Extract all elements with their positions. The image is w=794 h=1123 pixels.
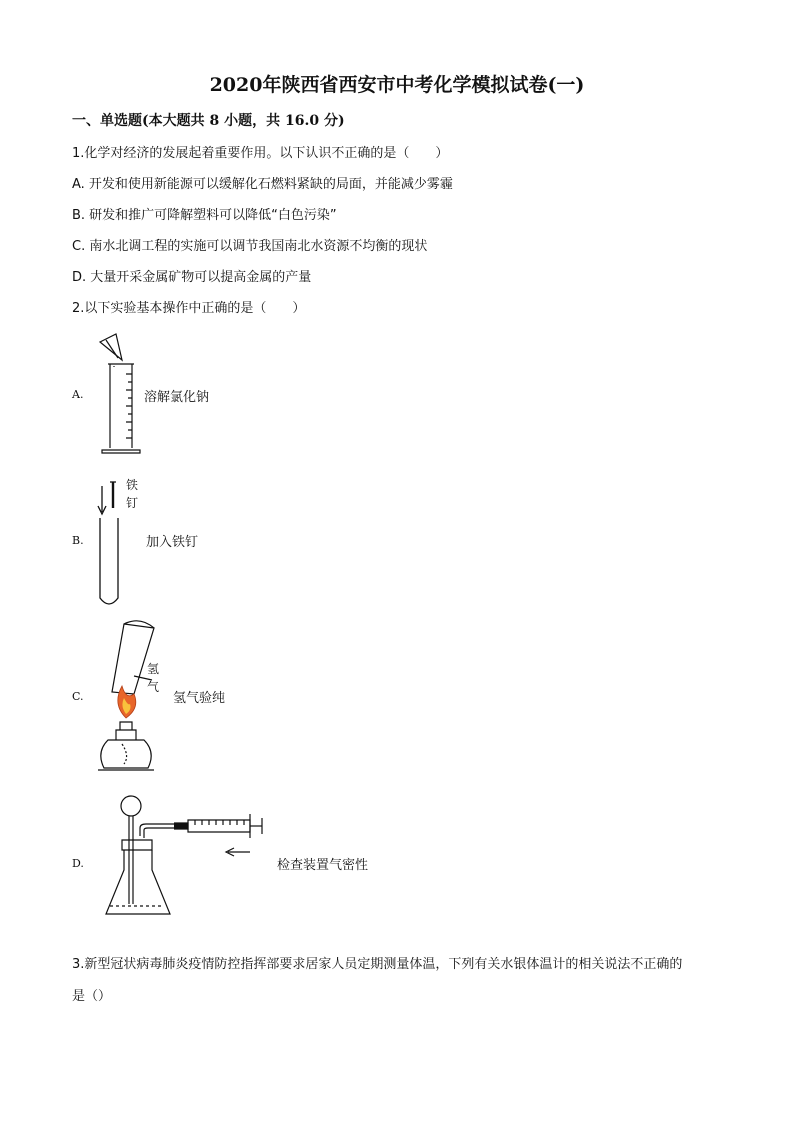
question-3-stem-line-2: 是（） bbox=[72, 989, 112, 1004]
question-2-option-b-caption: 加入铁钉 bbox=[146, 535, 199, 550]
flask-syringe-illustration bbox=[100, 792, 275, 922]
nail-label-2: 钉 bbox=[126, 496, 139, 510]
question-1-stem: 1.化学对经济的发展起着重要作用。以下认识不正确的是（ ） bbox=[72, 146, 449, 161]
alcohol-lamp-illustration bbox=[94, 622, 174, 772]
hydrogen-label-2: 气 bbox=[147, 680, 160, 694]
question-2-option-c-letter: C. bbox=[72, 690, 84, 703]
document-title: 2020年陕西省西安市中考化学模拟试卷(一) bbox=[209, 74, 585, 96]
question-1-option-a: A. 开发和使用新能源可以缓解化石燃料紧缺的局面，并能减少雾霾 bbox=[72, 177, 453, 192]
nail-label-1: 铁 bbox=[126, 478, 139, 492]
question-1-option-c: C. 南水北调工程的实施可以调节我国南北水资源不均衡的现状 bbox=[72, 239, 428, 254]
question-1-option-d: D. 大量开采金属矿物可以提高金属的产量 bbox=[72, 270, 312, 285]
question-2-stem: 2.以下实验基本操作中正确的是（ ） bbox=[72, 301, 306, 316]
section-heading: 一、单选题(本大题共 8 小题，共 16.0 分) bbox=[72, 113, 345, 129]
question-2-option-a-caption: 溶解氯化钠 bbox=[144, 390, 210, 405]
question-2-option-d-caption: 检查装置气密性 bbox=[277, 858, 369, 873]
question-1-option-b: B. 研发和推广可降解塑料可以降低“白色污染” bbox=[72, 208, 337, 223]
question-2-option-c-caption: 氢气验纯 bbox=[173, 691, 226, 706]
hydrogen-label-1: 氢 bbox=[147, 662, 160, 676]
question-3-stem-line-1: 3.新型冠状病毒肺炎疫情防控指挥部要求居家人员定期测量体温，下列有关水银体温计的相关说法不正确的 bbox=[72, 957, 683, 972]
graduated-cylinder-illustration bbox=[92, 330, 152, 460]
question-2-option-b-letter: B. bbox=[72, 534, 84, 547]
question-2-option-a-letter: A. bbox=[72, 388, 84, 401]
question-2-option-d-letter: D. bbox=[72, 857, 84, 870]
